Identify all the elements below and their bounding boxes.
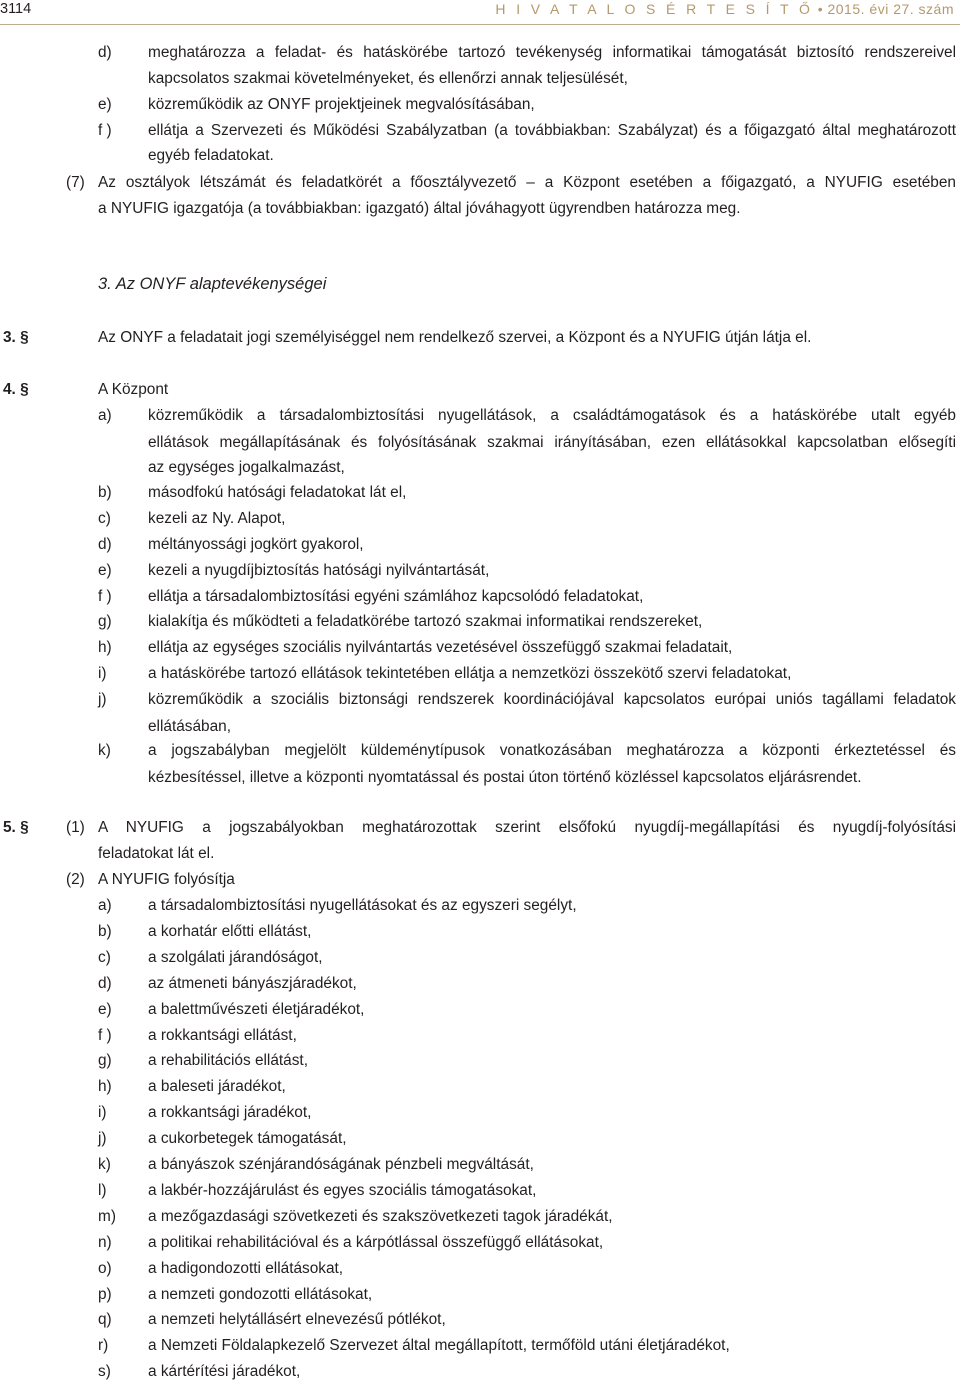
list-item-label: g): [98, 1052, 112, 1069]
list-item-text: a nemzeti helytállásért elnevezésű pótlékot,: [148, 1311, 446, 1328]
list-item-text: a nemzeti gondozotti ellátásokat,: [148, 1286, 373, 1303]
list-item-text: a cukorbetegek támogatását,: [148, 1130, 347, 1147]
list-item-label: b): [98, 923, 112, 940]
item-f-line-1: ellátja a Szervezeti és Működési Szabályzatban (a továbbiakban: Szabályzat) és a főigazgató által meghatározott: [148, 122, 956, 139]
chapter-heading: 3. Az ONYF alaptevékenységei: [98, 275, 327, 293]
item-label-f: f ): [98, 122, 112, 139]
section-3-label: 3. §: [3, 329, 29, 346]
list-item-label: h): [98, 639, 112, 656]
item-d-line-1: meghatározza a feladat- és hatáskörébe tartozó tevékenység informatikai támogatását biztosító rendszereivel: [148, 44, 956, 61]
paragraph-1-label: (1): [66, 819, 85, 836]
list-item-label: s): [98, 1363, 111, 1380]
list-item-text: ellátások megállapításának és folyósításának szakmai irányításában, ezen ellátásokkal kapcsolatban elősegíti: [148, 433, 956, 451]
list-item-text: méltányossági jogkört gyakorol,: [148, 536, 364, 553]
list-item-label: c): [98, 510, 111, 527]
paragraph-2-label: (2): [66, 871, 85, 888]
list-item-label: r): [98, 1337, 109, 1354]
list-item-text: a politikai rehabilitációval és a kárpótlással összefüggő ellátásokat,: [148, 1234, 604, 1251]
list-item-label: k): [98, 1156, 111, 1173]
list-item-text: a hadigondozotti ellátásokat,: [148, 1260, 344, 1277]
list-item-label: f ): [98, 1027, 112, 1044]
list-item-label: p): [98, 1286, 112, 1303]
list-item-text: a rokkantsági ellátást,: [148, 1027, 297, 1044]
paragraph-7-label: (7): [66, 174, 85, 191]
section-3-text: Az ONYF a feladatait jogi személyiséggel nem rendelkező szervei, a Központ és a NYUFIG útján látja el.: [98, 329, 812, 346]
list-item-label: i): [98, 665, 107, 682]
list-item-text: kézbesítéssel, illetve a központi nyomtatással és postai úton történő közléssel kapcsolatos eljárásrendet.: [148, 768, 862, 786]
list-item-text: ellátja a társadalombiztosítási egyéni számlához kapcsolódó feladatokat,: [148, 588, 644, 605]
list-item-label: i): [98, 1104, 107, 1121]
paragraph-2-intro: A NYUFIG folyósítja: [98, 871, 235, 888]
item-e-text: közreműködik az ONYF projektjeinek megvalósításában,: [148, 96, 535, 113]
item-label-d: d): [98, 44, 112, 61]
list-item-label: e): [98, 1001, 112, 1018]
page-header: [0, 0, 960, 22]
list-item-label: j): [98, 1130, 107, 1147]
issue-number: 2015. évi 27. szám: [827, 1, 954, 17]
list-item-text: másodfokú hatósági feladatokat lát el,: [148, 484, 407, 501]
list-item-text: a rehabilitációs ellátást,: [148, 1052, 308, 1069]
list-item-label: d): [98, 536, 112, 553]
list-item-text: a rokkantsági járadékot,: [148, 1104, 312, 1121]
list-item-text: a társadalombiztosítási nyugellátásokat és az egyszeri segélyt,: [148, 897, 577, 914]
list-item-text: a Nemzeti Földalapkezelő Szervezet által megállapított, termőföld utáni életjáradékot,: [148, 1337, 730, 1354]
list-item-text: a kártérítési járadékot,: [148, 1363, 301, 1380]
list-item-label: a): [98, 407, 112, 424]
list-item-text: közreműködik a szociális biztonsági rendszerek koordinációjával kapcsolatos európai uniós tagállami feladatok: [148, 691, 956, 708]
header-rule: [0, 24, 960, 25]
masthead-separator: •: [817, 1, 824, 17]
list-item-text: közreműködik a társadalombiztosítási nyugellátások, a családtámogatások és a hatáskörébe utalt egyéb: [148, 407, 956, 424]
list-item-label: h): [98, 1078, 112, 1095]
list-item-text: a korhatár előtti ellátást,: [148, 923, 312, 940]
list-item-label: f ): [98, 588, 112, 605]
list-item-label: k): [98, 742, 111, 759]
list-item-text: kialakítja és működteti a feladatkörébe tartozó szakmai informatikai rendszereket,: [148, 613, 703, 630]
journal-masthead: [495, 1, 954, 17]
list-item-label: q): [98, 1311, 112, 1328]
list-item-label: c): [98, 949, 111, 966]
list-item-text: a balettművészeti életjáradékot,: [148, 1001, 365, 1018]
list-item-text: a bányászok szénjárandóságának pénzbeli megváltását,: [148, 1156, 534, 1173]
list-item-text: az átmeneti bányászjáradékot,: [148, 975, 357, 992]
list-item-label: a): [98, 897, 112, 914]
page-number: 3114: [0, 1, 32, 17]
list-item-text: ellátásában,: [148, 717, 232, 735]
section-4-intro: A Központ: [98, 381, 169, 398]
paragraph-7-line-2: a NYUFIG igazgatója (a továbbiakban: igazgató) által jóváhagyott ügyrendben határozza meg.: [98, 200, 741, 217]
journal-title: H I V A T A L O S É R T E S Í T Ő: [495, 1, 814, 17]
list-item-text: a hatáskörébe tartozó ellátások tekintetében ellátja a nemzetközi összekötő szervi feladatokat,: [148, 665, 792, 682]
list-item-text: a baleseti járadékot,: [148, 1078, 286, 1095]
list-item-text: a mezőgazdasági szövetkezeti és szakszövetkezeti tagok járadékát,: [148, 1208, 613, 1225]
list-item-text: a jogszabályban megjelölt küldeménytípusok vonatkozásában meghatározza a központi érkeztetéssel és: [148, 742, 956, 759]
list-item-text: a lakbér-hozzájárulást és egyes szociális támogatásokat,: [148, 1182, 537, 1199]
list-item-label: g): [98, 613, 112, 630]
list-item-label: d): [98, 975, 112, 992]
list-item-text: az egységes jogalkalmazást,: [148, 459, 345, 476]
item-label-e: e): [98, 96, 112, 113]
list-item-text: kezeli a nyugdíjbiztosítás hatósági nyilvántartását,: [148, 562, 490, 579]
list-item-label: j): [98, 691, 107, 708]
item-d-line-2: kapcsolatos szakmai követelményeket, és ellenőrzi annak teljesülését,: [148, 70, 628, 87]
paragraph-1-line-2: feladatokat lát el.: [98, 845, 215, 862]
list-item-text: ellátja az egységes szociális nyilvántartás vezetésével összefüggő szakmai feladatait,: [148, 639, 733, 656]
list-item-text: a szolgálati járandóságot,: [148, 949, 323, 966]
list-item-label: n): [98, 1234, 112, 1251]
paragraph-1-line-1: A NYUFIG a jogszabályokban meghatározottak szerint elsőfokú nyugdíj-megállapítási és nyugdíj-folyósítási: [98, 819, 956, 836]
section-5-label: 5. §: [3, 819, 29, 836]
list-item-label: m): [98, 1208, 116, 1225]
list-item-text: kezeli az Ny. Alapot,: [148, 510, 286, 527]
section-4-label: 4. §: [3, 381, 29, 398]
list-item-label: b): [98, 484, 112, 501]
list-item-label: o): [98, 1260, 112, 1277]
list-item-label: e): [98, 562, 112, 579]
paragraph-7-line-1: Az osztályok létszámát és feladatkörét a főosztályvezető – a Központ esetében a főigazgató, a NYUFIG esetében: [98, 174, 956, 191]
list-item-label: l): [98, 1182, 107, 1199]
item-f-line-2: egyéb feladatokat.: [148, 147, 274, 164]
